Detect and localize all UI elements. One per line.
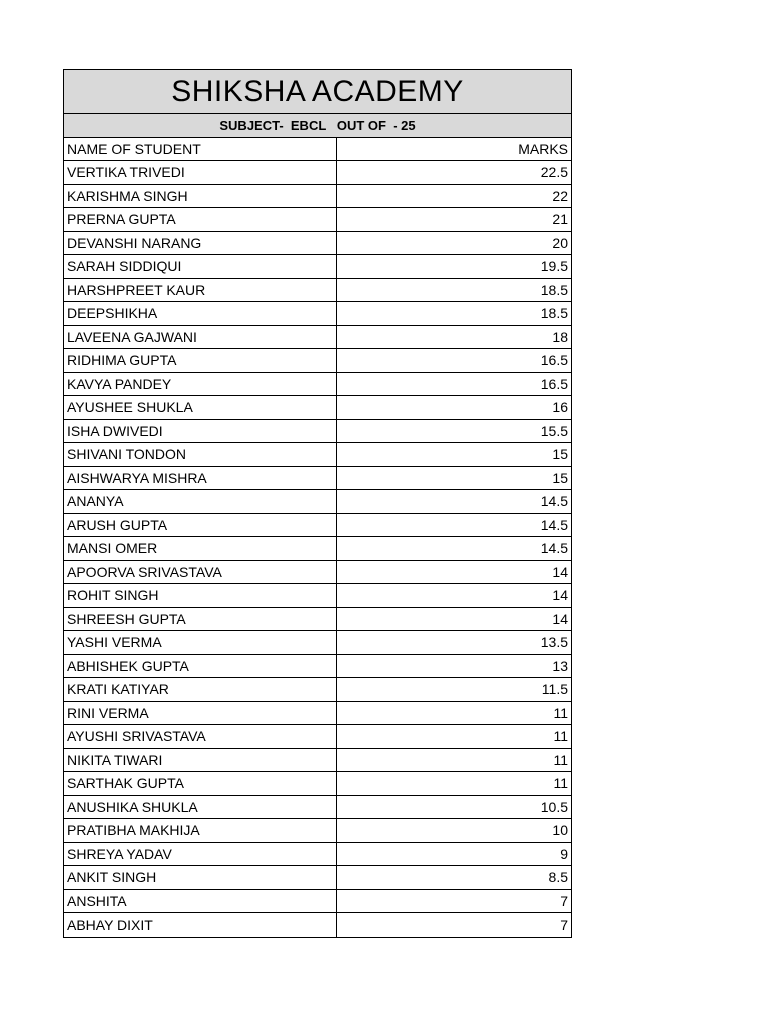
student-marks-cell: 13 — [552, 657, 568, 674]
student-name-cell: ANANYA — [64, 490, 337, 513]
student-name-cell: ANSHITA — [64, 890, 337, 913]
table-row — [64, 185, 571, 209]
table-header-row — [64, 138, 571, 161]
student-name-cell: APOORVA SRIVASTAVA — [64, 561, 337, 584]
student-marks-cell: 7 — [560, 916, 568, 933]
table-row — [64, 302, 571, 326]
student-marks-cell: 15.5 — [540, 422, 568, 439]
student-marks-cell: 20 — [552, 234, 568, 251]
table-row — [64, 749, 571, 773]
table-row — [64, 279, 571, 303]
student-marks-cell: 14.5 — [540, 516, 568, 533]
table-row — [64, 631, 571, 655]
table-row — [64, 232, 571, 256]
student-name-cell: AYUSHI SRIVASTAVA — [64, 725, 337, 748]
student-name-cell: SARTHAK GUPTA — [64, 772, 337, 795]
student-name-cell: ABHISHEK GUPTA — [64, 655, 337, 678]
student-marks-cell: 14.5 — [540, 540, 568, 557]
student-marks-cell: 10 — [552, 822, 568, 839]
table-row — [64, 561, 571, 585]
student-name-cell: SHREESH GUPTA — [64, 608, 337, 631]
student-name-cell: SHREYA YADAV — [64, 843, 337, 866]
student-name-cell: ISHA DWIVEDI — [64, 420, 337, 443]
table-row — [64, 702, 571, 726]
table-row — [64, 772, 571, 796]
student-marks-cell: 15 — [552, 446, 568, 463]
subject-line: SUBJECT- EBCL OUT OF - 25 — [64, 114, 571, 138]
table-row — [64, 514, 571, 538]
student-marks-cell: 16.5 — [540, 375, 568, 392]
student-marks-cell: 18 — [552, 328, 568, 345]
student-name-cell: HARSHPREET KAUR — [64, 279, 337, 302]
table-row — [64, 208, 571, 232]
table-row — [64, 655, 571, 679]
student-marks-cell: 16 — [552, 399, 568, 416]
table-row — [64, 725, 571, 749]
student-name-cell: KRATI KATIYAR — [64, 678, 337, 701]
student-name-cell: AYUSHEE SHUKLA — [64, 396, 337, 419]
student-marks-cell: 11 — [553, 775, 568, 792]
table-row — [64, 490, 571, 514]
student-marks-cell: 21 — [552, 211, 568, 228]
student-marks-cell: 14 — [552, 587, 568, 604]
student-name-cell: RIDHIMA GUPTA — [64, 349, 337, 372]
student-marks-cell: 15 — [552, 469, 568, 486]
student-name-cell: MANSI OMER — [64, 537, 337, 560]
student-name-cell: VERTIKA TRIVEDI — [64, 161, 337, 184]
student-name-cell: AISHWARYA MISHRA — [64, 467, 337, 490]
table-row — [64, 443, 571, 467]
table-row — [64, 890, 571, 914]
column-header-marks: MARKS — [518, 141, 568, 157]
table-row — [64, 584, 571, 608]
student-marks-cell: 18.5 — [540, 281, 568, 298]
table-row — [64, 537, 571, 561]
table-row — [64, 255, 571, 279]
table-row — [64, 608, 571, 632]
table-body — [64, 161, 571, 937]
table-row — [64, 866, 571, 890]
student-name-cell: ANKIT SINGH — [64, 866, 337, 889]
table-row — [64, 373, 571, 397]
table-row — [64, 467, 571, 491]
student-marks-cell: 18.5 — [540, 305, 568, 322]
student-name-cell: KARISHMA SINGH — [64, 185, 337, 208]
table-row — [64, 819, 571, 843]
student-name-cell: NIKITA TIWARI — [64, 749, 337, 772]
student-marks-cell: 13.5 — [540, 634, 568, 651]
student-marks-cell: 22.5 — [540, 164, 568, 181]
student-marks-cell: 22 — [552, 187, 568, 204]
student-marks-cell: 14 — [552, 563, 568, 580]
table-row — [64, 396, 571, 420]
student-name-cell: SHIVANI TONDON — [64, 443, 337, 466]
student-name-cell: SARAH SIDDIQUI — [64, 255, 337, 278]
student-name-cell: ABHAY DIXIT — [64, 913, 337, 937]
student-marks-cell: 11 — [553, 751, 568, 768]
student-name-cell: ARUSH GUPTA — [64, 514, 337, 537]
student-name-cell: DEVANSHI NARANG — [64, 232, 337, 255]
marks-sheet — [63, 69, 572, 938]
student-name-cell: PRATIBHA MAKHIJA — [64, 819, 337, 842]
table-row — [64, 326, 571, 350]
table-row — [64, 678, 571, 702]
student-name-cell: PRERNA GUPTA — [64, 208, 337, 231]
table-row — [64, 843, 571, 867]
student-marks-cell: 11.5 — [541, 681, 568, 698]
table-row — [64, 420, 571, 444]
student-marks-cell: 14 — [552, 610, 568, 627]
table-row — [64, 349, 571, 373]
student-marks-cell: 11 — [553, 704, 568, 721]
table-row — [64, 161, 571, 185]
student-marks-cell: 10.5 — [540, 798, 568, 815]
student-name-cell: ROHIT SINGH — [64, 584, 337, 607]
sheet-title: SHIKSHA ACADEMY — [64, 70, 571, 114]
student-marks-cell: 7 — [560, 892, 568, 909]
student-marks-cell: 19.5 — [540, 258, 568, 275]
student-marks-cell: 8.5 — [548, 869, 568, 886]
student-name-cell: YASHI VERMA — [64, 631, 337, 654]
student-marks-cell: 14.5 — [540, 493, 568, 510]
student-name-cell: DEEPSHIKHA — [64, 302, 337, 325]
student-marks-cell: 16.5 — [540, 352, 568, 369]
student-name-cell: RINI VERMA — [64, 702, 337, 725]
student-marks-cell: 9 — [560, 845, 568, 862]
table-row — [64, 913, 571, 937]
table-row — [64, 796, 571, 820]
student-marks-cell: 11 — [553, 728, 568, 745]
student-name-cell: KAVYA PANDEY — [64, 373, 337, 396]
student-name-cell: LAVEENA GAJWANI — [64, 326, 337, 349]
student-name-cell: ANUSHIKA SHUKLA — [64, 796, 337, 819]
column-header-name: NAME OF STUDENT — [64, 138, 337, 160]
